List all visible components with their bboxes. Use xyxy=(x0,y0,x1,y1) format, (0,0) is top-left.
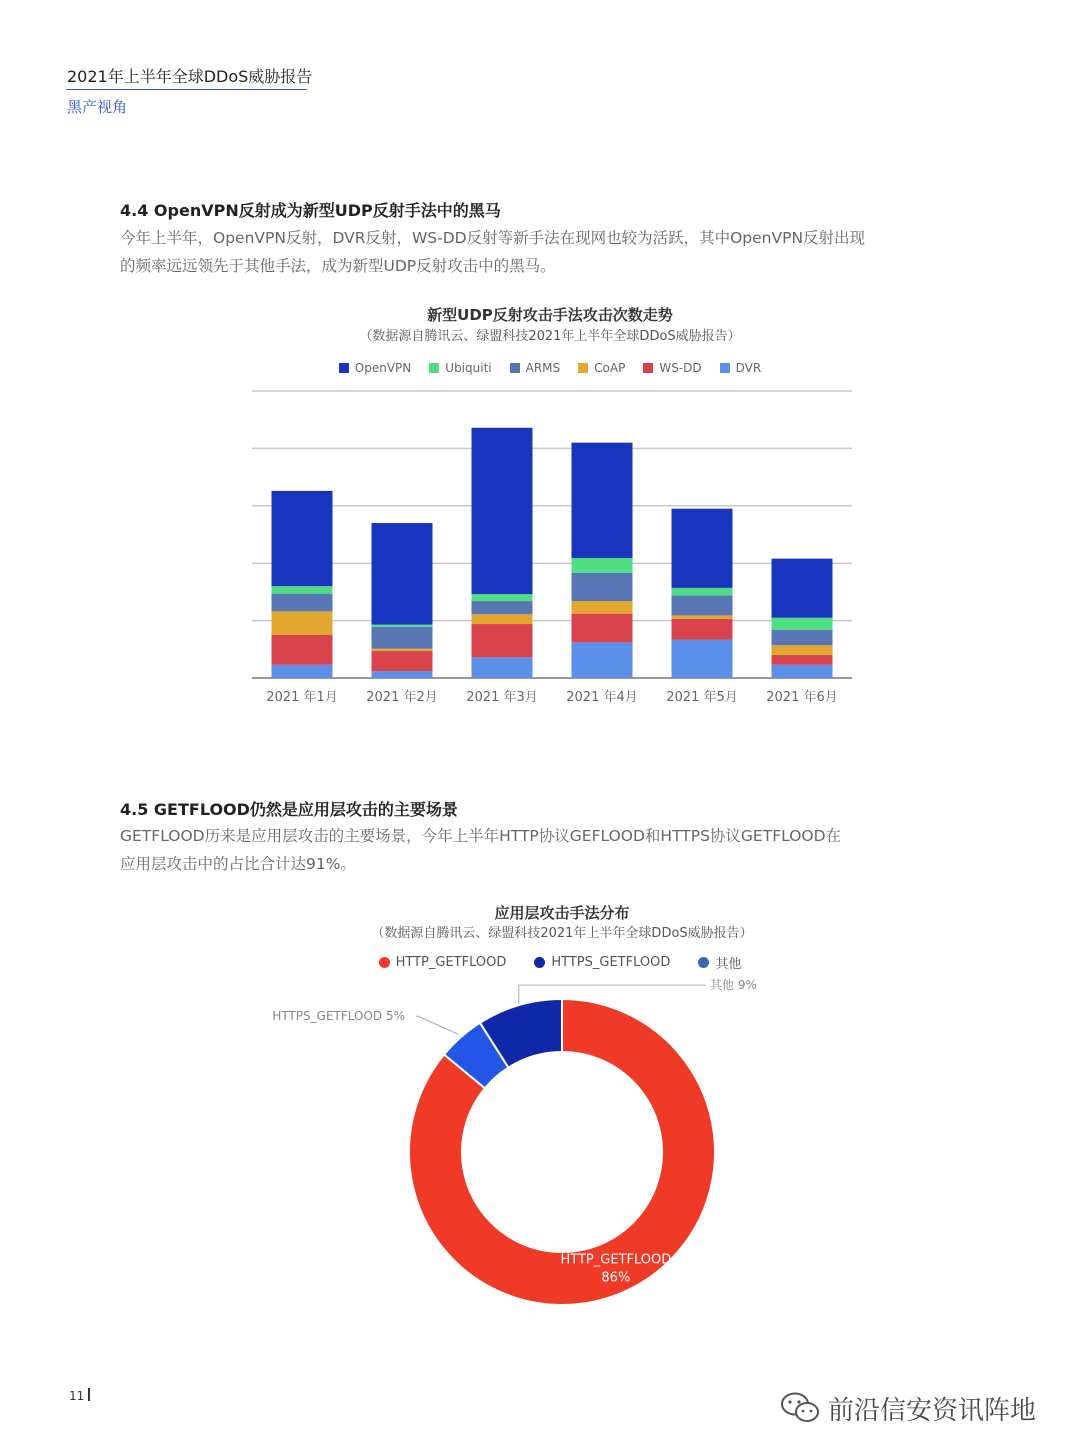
section-4-4-paragraph xyxy=(120,224,1000,280)
paragraph-line: 的频率远远领先于其他手法，成为新型UDP反射攻击中的黑马。 xyxy=(120,257,556,275)
legend-item xyxy=(578,359,625,377)
legend-label: Ubiquiti xyxy=(445,361,492,375)
legend-label: OpenVPN xyxy=(354,361,412,375)
watermark-text: 前沿信安资讯阵地 xyxy=(828,1395,1037,1426)
legend-swatch xyxy=(339,363,349,373)
legend-swatch xyxy=(643,363,653,373)
legend-item xyxy=(379,953,507,971)
slice-callout-label: 其他 9% xyxy=(710,978,757,993)
bar-segment-arms xyxy=(672,595,733,615)
slice-label-name: HTTP_GETFLOOD xyxy=(560,1252,672,1268)
bar-segment-ubiquiti xyxy=(572,558,633,573)
x-tick-label: 2021 年4月 xyxy=(566,690,638,705)
legend-item xyxy=(510,359,561,377)
bar-segment-ws-dd xyxy=(272,635,333,665)
bar-segment-arms xyxy=(372,627,433,649)
bar-segment-dvr xyxy=(572,642,633,678)
bar-segment-openvpn xyxy=(572,443,633,558)
paragraph-line: GETFLOOD历来是应用层攻击的主要场景，今年上半年HTTP协议GEFLOOD和HTTPS协议GETFLOOD在 xyxy=(120,827,842,845)
legend-dot xyxy=(534,957,545,968)
bar-segment-coap xyxy=(372,649,433,651)
header-divider xyxy=(66,89,307,90)
bar-segment-openvpn xyxy=(272,491,333,586)
bar-segment-ws-dd xyxy=(472,624,533,657)
legend-item xyxy=(720,359,762,377)
legend-swatch xyxy=(578,363,588,373)
callout-line xyxy=(416,1016,458,1034)
bar-segment-dvr xyxy=(772,665,833,678)
legend-label: HTTP_GETFLOOD xyxy=(395,954,507,970)
wechat-icon xyxy=(780,1391,822,1425)
bar-chart xyxy=(0,380,1080,710)
page-number-bar xyxy=(88,1388,90,1401)
x-tick-label: 2021 年1月 xyxy=(266,690,338,705)
bar-chart-title: 新型UDP反射攻击手法攻击次数走势 xyxy=(427,306,673,324)
bar-segment-coap xyxy=(572,601,633,614)
bar-segment-ws-dd xyxy=(672,619,733,640)
report-subtitle: 黑产视角 xyxy=(67,98,128,116)
bar-segment-ubiquiti xyxy=(772,618,833,630)
bar-chart-legend xyxy=(250,359,850,377)
slice-callout-label: HTTPS_GETFLOOD 5% xyxy=(272,1009,405,1024)
donut-chart-legend xyxy=(270,953,850,971)
bar-segment-coap xyxy=(672,615,733,618)
x-tick-label: 2021 年2月 xyxy=(366,690,438,705)
legend-label: 其他 xyxy=(715,956,742,972)
legend-label: CoAP xyxy=(594,361,626,375)
bar-segment-ubiquiti xyxy=(672,588,733,595)
bar-segment-arms xyxy=(572,573,633,601)
bar-chart-source: （数据源自腾讯云、绿盟科技2021年上半年全球DDoS威胁报告） xyxy=(359,329,741,344)
bar-segment-dvr xyxy=(672,640,733,678)
bar-segment-coap xyxy=(772,645,833,655)
donut-chart xyxy=(0,975,1080,1315)
legend-swatch xyxy=(429,363,439,373)
bar-segment-openvpn xyxy=(372,523,433,625)
bar-segment-dvr xyxy=(272,665,333,678)
x-tick-label: 2021 年5月 xyxy=(666,690,738,705)
bar-segment-arms xyxy=(772,630,833,645)
bar-segment-ubiquiti xyxy=(472,594,533,601)
bar-segment-coap xyxy=(472,614,533,624)
report-title: 2021年上半年全球DDoS威胁报告 xyxy=(67,67,313,86)
bar-segment-openvpn xyxy=(672,509,733,588)
section-4-5-paragraph xyxy=(120,822,1000,878)
donut-chart-source: （数据源自腾讯云、绿盟科技2021年上半年全球DDoS威胁报告） xyxy=(371,926,753,941)
bar-segment-coap xyxy=(272,611,333,635)
watermark xyxy=(780,1388,1036,1428)
bar-segment-ws-dd xyxy=(772,655,833,665)
paragraph-line: 应用层攻击中的占比合计达91%。 xyxy=(120,855,356,873)
legend-item xyxy=(698,953,741,971)
legend-item xyxy=(429,359,491,377)
legend-label: DVR xyxy=(735,361,762,375)
legend-label: WS-DD xyxy=(659,361,702,375)
legend-item xyxy=(339,359,411,377)
page-number: 11 xyxy=(69,1389,85,1403)
bar-segment-openvpn xyxy=(772,559,833,618)
bar-segment-ubiquiti xyxy=(272,586,333,593)
bar-segment-arms xyxy=(472,601,533,614)
section-4-5-title: 4.5 GETFLOOD仍然是应用层攻击的主要场景 xyxy=(120,800,458,819)
legend-dot xyxy=(379,957,390,968)
bar-segment-openvpn xyxy=(472,428,533,594)
legend-label: HTTPS_GETFLOOD xyxy=(551,954,671,970)
bar-segment-dvr xyxy=(472,657,533,678)
x-tick-label: 2021 年6月 xyxy=(766,690,838,705)
legend-swatch xyxy=(720,363,730,373)
legend-item xyxy=(534,953,670,971)
legend-label: ARMS xyxy=(525,361,561,375)
legend-dot xyxy=(698,957,709,968)
legend-item xyxy=(643,359,701,377)
legend-swatch xyxy=(510,363,520,373)
bar-segment-dvr xyxy=(372,671,433,678)
bar-segment-ws-dd xyxy=(572,614,633,643)
bar-segment-ws-dd xyxy=(372,651,433,671)
section-4-4-title: 4.4 OpenVPN反射成为新型UDP反射手法中的黑马 xyxy=(120,201,501,220)
bar-segment-arms xyxy=(272,594,333,612)
slice-label-value: 86% xyxy=(601,1270,631,1286)
paragraph-line: 今年上半年，OpenVPN反射，DVR反射，WS-DD反射等新手法在现网也较为活跃，其中OpenVPN反射出现 xyxy=(120,229,866,247)
x-tick-label: 2021 年3月 xyxy=(466,690,538,705)
bar-segment-ubiquiti xyxy=(372,625,433,627)
donut-chart-title: 应用层攻击手法分布 xyxy=(494,904,630,922)
